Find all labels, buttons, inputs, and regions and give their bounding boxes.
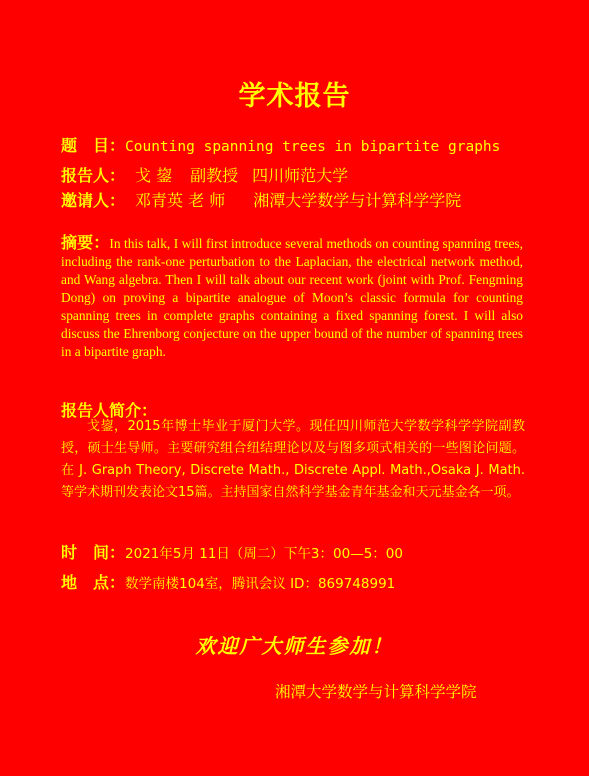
- abstract-label: 摘要：: [61, 233, 110, 252]
- inviter-name: 邓青英 老 师: [135, 191, 226, 210]
- speaker-name: 戈 鋆: [135, 166, 173, 185]
- topic-label: 题 目：: [61, 136, 126, 155]
- page-title: 学术报告: [238, 81, 351, 112]
- abstract-paragraph: [61, 234, 523, 361]
- time-label: 时 间：: [61, 543, 126, 562]
- inviter-row: [61, 188, 461, 211]
- bio-label: 报告人简介：: [61, 401, 158, 420]
- inviter-affiliation: 湘潭大学数学与计算科学学院: [253, 191, 462, 210]
- place-row: [61, 570, 395, 593]
- place-value: 数学南楼104室，腾讯会议 ID：869748991: [125, 576, 396, 592]
- speaker-position: 副教授: [190, 166, 239, 185]
- topic-value: Counting spanning trees in bipartite graphs: [125, 139, 501, 155]
- topic-row: [61, 133, 500, 156]
- time-row: [61, 540, 403, 563]
- footer-organizer: 湘潭大学数学与计算科学学院: [275, 683, 477, 701]
- speaker-row: [61, 163, 348, 186]
- speaker-label: 报告人：: [61, 166, 126, 185]
- time-value: 2021年5月 11日（周二）下午3：00—5：00: [125, 546, 403, 562]
- place-label: 地 点：: [61, 573, 126, 592]
- abstract-text: In this talk, I will first introduce several methods on counting spanning trees, including the rank-one perturbation to the Laplacian, the electrical network method, and Wang algebra. Then I will talk about our recent work (joint with Prof. Fengming Dong) on proving a bipartite analogue of Moon’s classic formula for counting spanning trees in complete graphs containing a fixed spanning forest. I will also discuss the Ehrenborg conjecture on the upper bound of the number of spanning trees in a bipartite graph.: [61, 236, 523, 359]
- welcome-message: 欢迎广大师生参加！: [195, 634, 394, 658]
- inviter-label: 邀请人：: [61, 191, 126, 210]
- speaker-affiliation: 四川师范大学: [252, 166, 349, 185]
- bio-text: 戈鋆，2015年博士毕业于厦门大学。现任四川师范大学数学科学学院副教授，硕士生导师。主要研究组合纽结理论以及与图多项式相关的一些图论问题。在 J. Graph Theory, Discrete Math., Discrete Appl. Math.,Osaka J. Math.等学术期刊发表论文15篇。主持国家自然科学基金青年基金和天元基金各一项。: [61, 419, 525, 500]
